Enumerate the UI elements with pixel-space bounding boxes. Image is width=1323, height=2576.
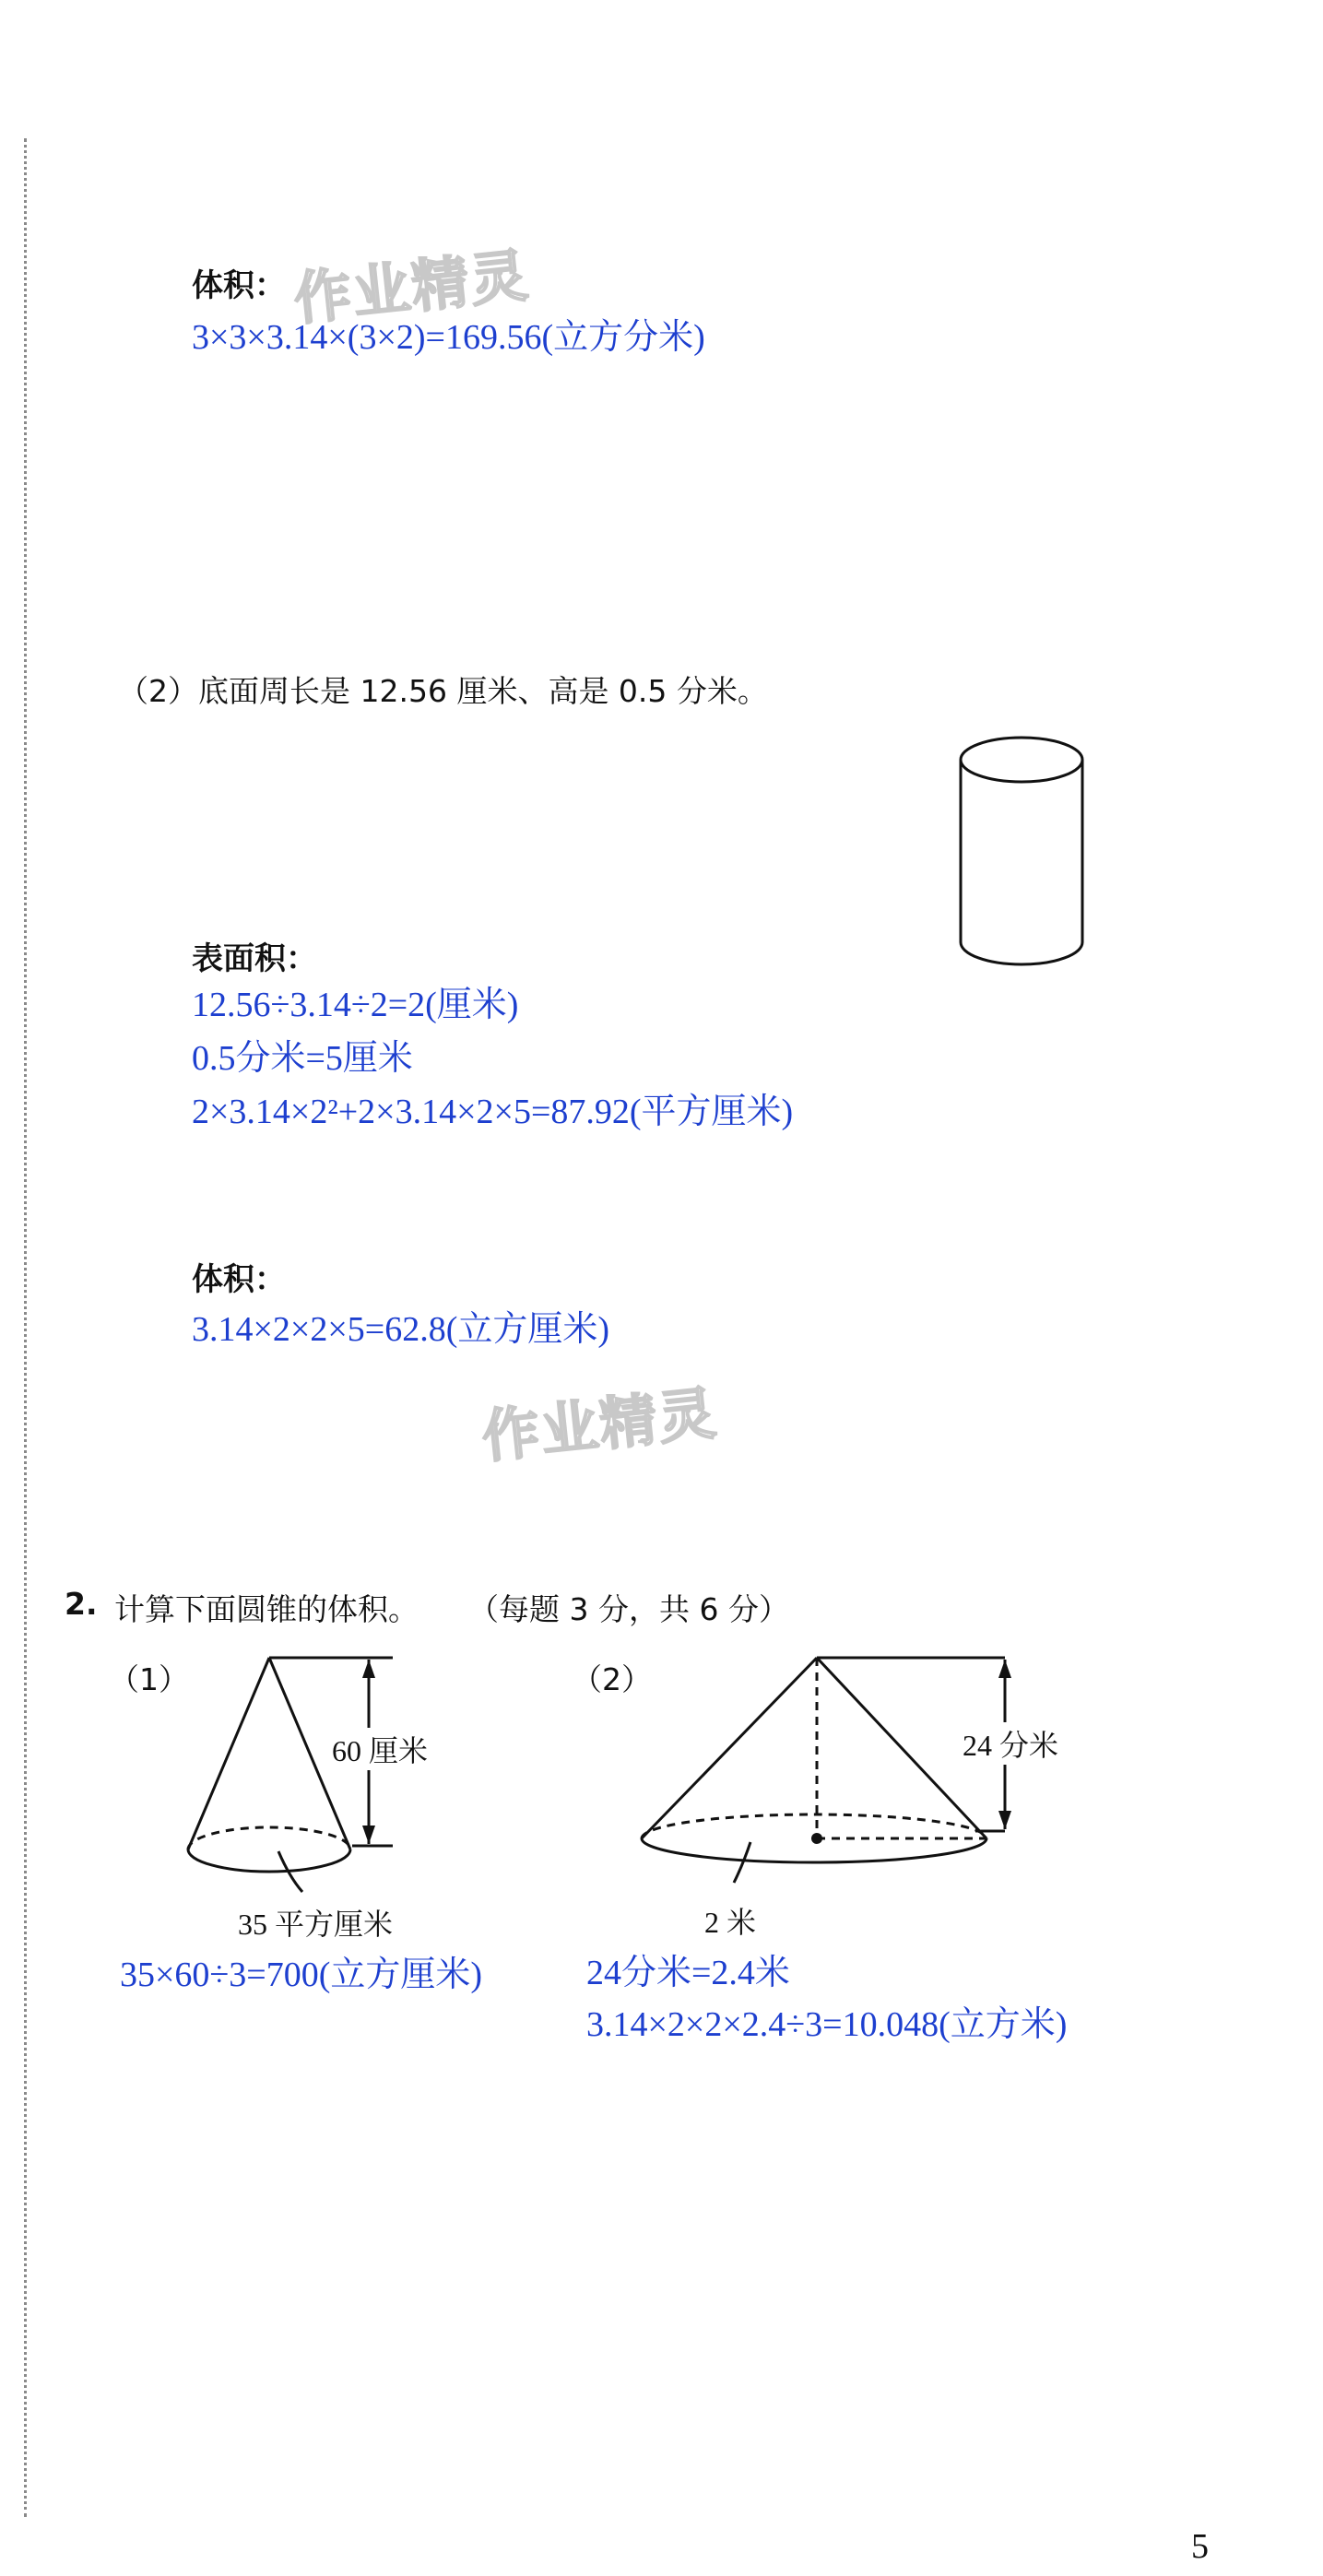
surface-area-label: 表面积： <box>192 940 317 977</box>
question-2-text: 计算下面圆锥的体积。 <box>114 1591 419 1627</box>
cylinder-figure <box>950 734 1093 970</box>
cone-2-answer-line-1: 24分米=2.4米 <box>586 1954 790 1992</box>
page-number: 5 <box>1191 2527 1209 2566</box>
cone-2-height-label: 24 分米 <box>959 1722 1062 1765</box>
cone-1-answer: 35×60÷3=700(立方厘米) <box>120 1956 483 1994</box>
volume-label-1: 体积： <box>192 267 286 304</box>
volume-label-2: 体积： <box>192 1261 286 1298</box>
surface-line-1: 12.56÷3.14÷2=2(厘米) <box>192 986 519 1024</box>
question-1-2: （2）底面周长是 12.56 厘米、高是 0.5 分米。 <box>118 673 768 709</box>
cone-2-figure <box>636 1650 1023 1918</box>
cone-2-label: （2） <box>572 1661 652 1697</box>
surface-line-3: 2×3.14×2²+2×3.14×2×5=87.92(平方厘米) <box>192 1093 794 1131</box>
cone-1-figure <box>181 1650 411 1918</box>
volume-answer-2: 3.14×2×2×5=62.8(立方厘米) <box>192 1310 610 1349</box>
watermark-top: 作业精灵 <box>290 241 533 334</box>
question-2-number: 2. <box>65 1586 98 1622</box>
volume-answer-1: 3×3×3.14×(3×2)=169.56(立方分米) <box>192 318 705 357</box>
cone-1-label: （1） <box>109 1661 189 1697</box>
surface-line-2: 0.5分米=5厘米 <box>192 1039 413 1078</box>
question-2-points: （每题 3 分，共 6 分） <box>468 1591 789 1627</box>
binding-margin-line <box>24 138 27 2517</box>
cone-1-base-label: 35 平方厘米 <box>238 1908 394 1941</box>
watermark-middle: 作业精灵 <box>478 1378 721 1471</box>
cone-2-radius-label: 2 米 <box>704 1906 757 1939</box>
cone-2-answer-line-2: 3.14×2×2×2.4÷3=10.048(立方米) <box>586 2005 1068 2044</box>
cone-1-height-label: 60 厘米 <box>328 1728 431 1770</box>
